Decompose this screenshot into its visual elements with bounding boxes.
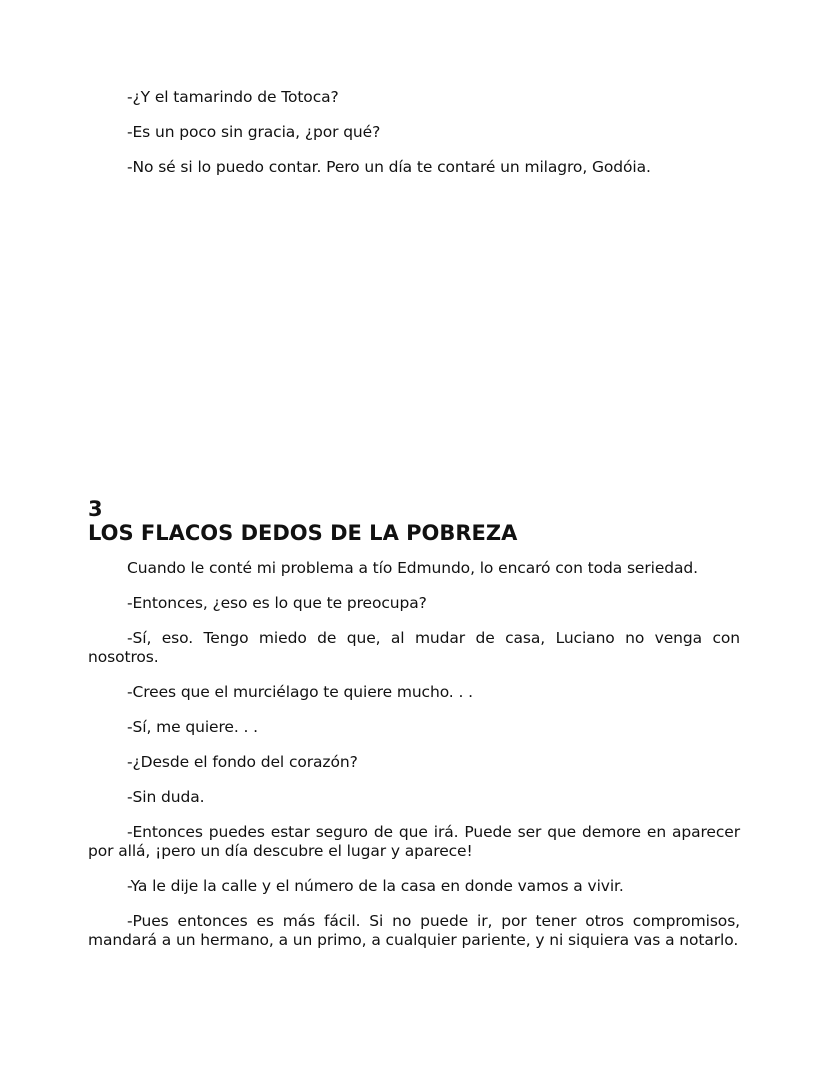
dialogue-paragraph: -Ya le dije la calle y el número de la casa en donde vamos a vivir.: [127, 877, 624, 895]
dialogue-paragraph: -Sin duda.: [127, 788, 205, 806]
dialogue-paragraph: -Es un poco sin gracia, ¿por qué?: [127, 123, 381, 141]
dialogue-paragraph: -Pues entonces es más fácil. Si no puede ir, por tener otros compromisos, mandará a un hermano, a un primo, a cualquier pariente, y ni siquiera vas a notarlo.: [88, 912, 740, 949]
narrative-paragraph: Cuando le conté mi problema a tío Edmundo, lo encaró con toda seriedad.: [127, 559, 698, 577]
chapter-number: 3: [88, 497, 103, 521]
dialogue-paragraph: -Crees que el murciélago te quiere mucho. . .: [127, 683, 473, 701]
dialogue-paragraph: -No sé si lo puedo contar. Pero un día te contaré un milagro, Godóia.: [127, 158, 651, 176]
dialogue-paragraph: -¿Desde el fondo del corazón?: [127, 753, 358, 771]
chapter-title: LOS FLACOS DEDOS DE LA POBREZA: [88, 521, 518, 545]
page-top-section: [88, 88, 740, 193]
dialogue-paragraph: -Sí, me quiere. . .: [127, 718, 258, 736]
dialogue-paragraph: -Sí, eso. Tengo miedo de que, al mudar de casa, Luciano no venga con nosotros.: [88, 629, 740, 666]
chapter-section: [88, 497, 740, 966]
dialogue-paragraph: -¿Y el tamarindo de Totoca?: [127, 88, 339, 106]
dialogue-paragraph: -Entonces puedes estar seguro de que irá. Puede ser que demore en aparecer por allá, ¡pero un día descubre el lugar y aparece!: [88, 823, 740, 860]
dialogue-paragraph: -Entonces, ¿eso es lo que te preocupa?: [127, 594, 427, 612]
